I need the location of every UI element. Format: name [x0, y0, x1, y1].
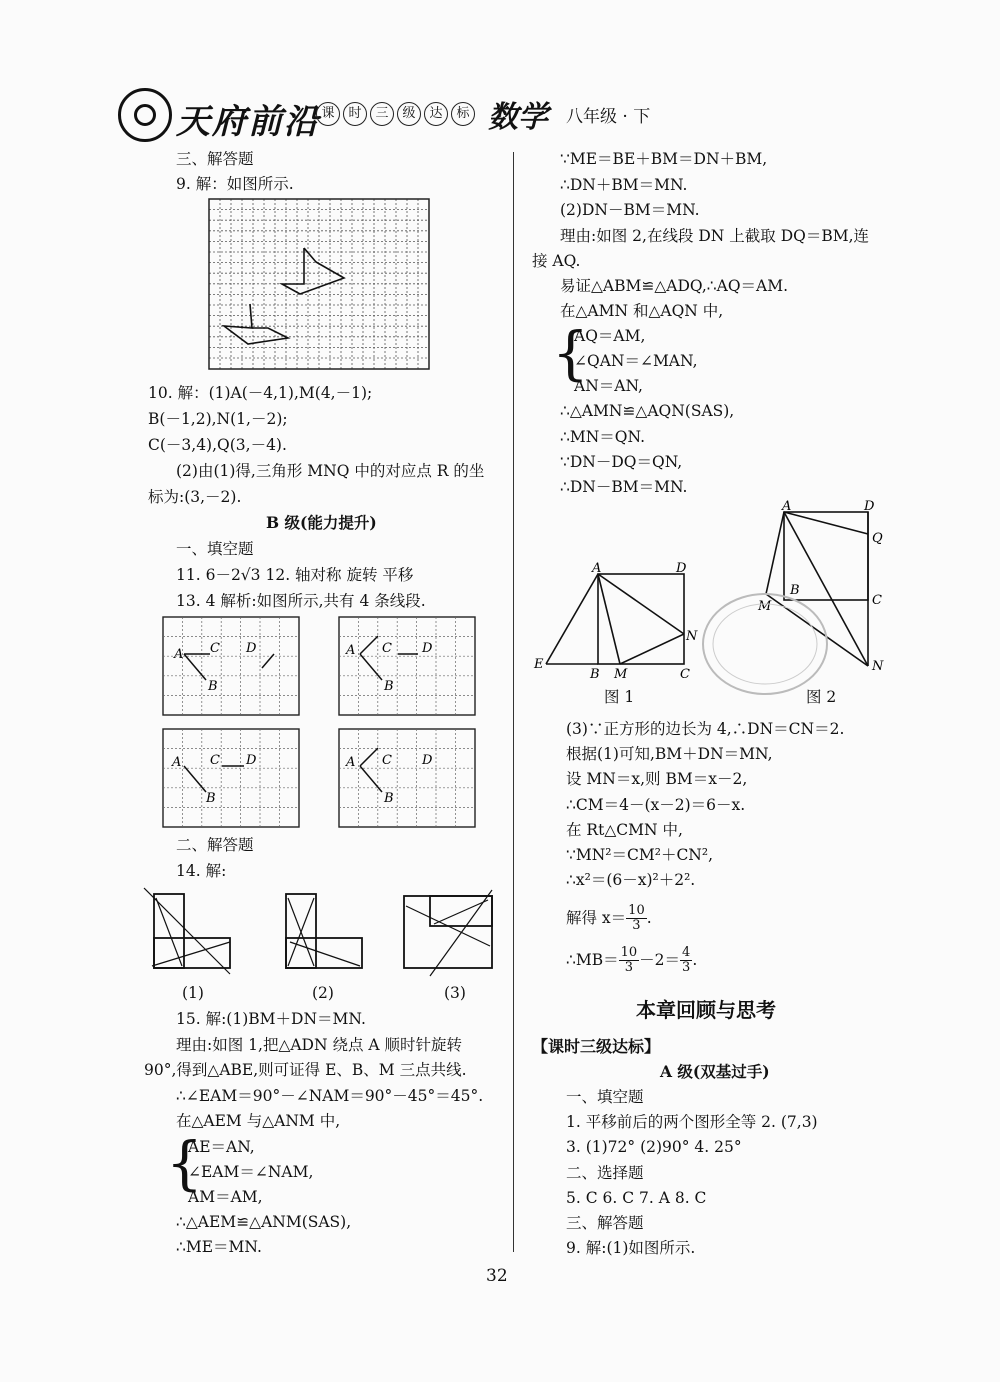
grid-figure-q13-a: [162, 616, 300, 716]
r-line-mid: －2＝: [639, 950, 681, 969]
label-a: A: [346, 755, 356, 770]
answers-3-4: 3. (1)72° (2)90° 4. 25°: [566, 1138, 742, 1156]
label-c: C: [382, 641, 392, 656]
grid-figure-q13-b: [338, 616, 476, 716]
level-b-heading: B 级(能力提升): [266, 513, 377, 532]
answer-10-line2: B(－1,2),N(1,－2);: [148, 410, 288, 428]
answer-9-review: 9. 解:(1)如图所示.: [566, 1239, 696, 1257]
r-line: ∴DN＋BM＝MN.: [560, 176, 688, 194]
r-line: ∴DN－BM＝MN.: [560, 478, 688, 496]
label-c: C: [210, 641, 220, 656]
label-b: B: [206, 791, 216, 806]
series-char: 时: [343, 102, 367, 126]
series-char: 标: [451, 102, 475, 126]
figure-caption: 图 1: [604, 688, 635, 706]
r-line-mb: [566, 946, 697, 976]
answer-15-line1: 15. 解:(1)BM＋DN＝MN.: [176, 1010, 366, 1028]
subject-title: 数学: [488, 100, 548, 135]
series-badges: [316, 102, 478, 126]
r-line: (2)DN－BM＝MN.: [560, 201, 700, 219]
label-m: M: [758, 599, 772, 614]
figure-caption: 图 2: [806, 688, 837, 706]
level-a-heading: A 级(双基过手): [660, 1062, 770, 1081]
answer-10-line4: (2)由(1)得,三角形 MNQ 中的对应点 R 的坐: [176, 462, 485, 480]
section-heading: 一、填空题: [176, 540, 254, 558]
label-a: A: [174, 647, 184, 662]
series-char: 达: [424, 102, 448, 126]
label-b: B: [384, 679, 394, 694]
grid-figure-q9: [208, 198, 430, 370]
r-cond: AN＝AN,: [574, 377, 643, 395]
r-line: 在 Rt△CMN 中,: [566, 821, 683, 839]
figure-caption: (3): [444, 984, 466, 1002]
figure-caption: (2): [312, 984, 334, 1002]
section-heading: 二、解答题: [176, 836, 254, 854]
answer-15-line3: 90°,得到△ABE,则可证得 E、B、M 三点共线.: [144, 1061, 467, 1079]
section-banner: 【课时三级达标】: [532, 1037, 661, 1056]
l-shape-figure-1: [142, 886, 236, 978]
label-c: C: [872, 593, 882, 608]
label-a: A: [592, 561, 602, 576]
r-line: ∵ME＝BE＋BM＝DN＋BM,: [560, 150, 768, 168]
brace-symbol: {: [166, 1129, 203, 1197]
answer-10-line3: C(－3,4),Q(3,－4).: [148, 436, 287, 454]
fraction-numerator: 10: [620, 945, 638, 960]
r-cond: AQ＝AM,: [574, 327, 646, 345]
r-line: 设 MN＝x,则 BM＝x－2,: [566, 770, 748, 788]
answer-15-cond2: ∠EAM＝∠NAM,: [188, 1163, 314, 1181]
answers-1-2: 1. 平移前后的两个图形全等 2. (7,3): [566, 1113, 818, 1131]
fraction: [619, 946, 640, 976]
geometry-figure-1: [530, 560, 710, 680]
label-b: B: [208, 679, 218, 694]
page-number: 32: [486, 1266, 508, 1286]
r-line-solve: [566, 904, 652, 934]
answer-13: 13. 4 解析:如图所示,共有 4 条线段.: [176, 592, 426, 610]
label-d: D: [676, 561, 687, 576]
fraction: [626, 904, 647, 934]
label-n: N: [872, 659, 884, 674]
answer-15-cond3: AM＝AM,: [188, 1188, 263, 1206]
r-line: 接 AQ.: [532, 252, 581, 270]
label-d: D: [864, 499, 875, 514]
r-line: 理由:如图 2,在线段 DN 上截取 DQ＝BM,连: [560, 227, 870, 245]
answer-14: 14. 解:: [176, 862, 227, 880]
r-line-prefix: ∴MB＝: [566, 950, 619, 969]
answer-11-12: 11. 6－2√3 12. 轴对称 旋转 平移: [176, 566, 414, 584]
section-heading: 一、填空题: [566, 1088, 644, 1106]
fraction-numerator: 10: [628, 903, 645, 918]
section-heading: 三、解答题: [176, 150, 254, 168]
fraction-denominator: 3: [682, 960, 691, 976]
answer-15-line2: 理由:如图 1,把△ADN 绕点 A 顺时针旋转: [176, 1036, 463, 1054]
answers-5-8: 5. C 6. C 7. A 8. C: [566, 1189, 707, 1207]
figure-caption: (1): [182, 984, 204, 1002]
label-e: E: [534, 657, 544, 672]
answer-10-line5: 标为:(3,－2).: [148, 488, 242, 506]
label-a: A: [346, 643, 356, 658]
brace-symbol: {: [552, 319, 589, 387]
grid-figure-q13-c: [162, 728, 300, 828]
l-shape-figure-3: [400, 886, 500, 978]
label-a: A: [782, 499, 792, 514]
l-shape-figure-2: [280, 886, 366, 978]
fraction: [680, 946, 692, 976]
r-line: ∴x²＝(6－x)²＋2².: [566, 871, 696, 889]
r-line: ∵MN²＝CM²＋CN²,: [566, 846, 714, 864]
label-b: B: [384, 791, 394, 806]
label-n: N: [686, 629, 698, 644]
series-char: 三: [370, 102, 394, 126]
fraction-numerator: 4: [682, 945, 691, 960]
target-logo-icon: [118, 88, 172, 142]
label-d: D: [422, 753, 433, 768]
period: .: [646, 908, 652, 927]
column-divider: [513, 152, 514, 1252]
r-line: ∴CM＝4－(x－2)＝6－x.: [566, 796, 746, 814]
label-q: Q: [872, 531, 883, 546]
watermark-stamp-icon: [700, 588, 830, 700]
label-m: M: [614, 667, 628, 680]
period: .: [692, 950, 698, 969]
label-a: A: [172, 755, 182, 770]
label-d: D: [246, 641, 257, 656]
section-heading: 三、解答题: [566, 1214, 644, 1232]
label-c: C: [210, 753, 220, 768]
label-c: C: [680, 667, 690, 680]
answer-15-line7: ∴ME＝MN.: [176, 1238, 262, 1256]
label-c: C: [382, 753, 392, 768]
series-char: 级: [397, 102, 421, 126]
brand-title: 天府前沿: [176, 102, 320, 142]
label-d: D: [422, 641, 433, 656]
fraction-denominator: 3: [632, 918, 641, 934]
label-b: B: [590, 667, 600, 680]
answer-15-cond1: AE＝AN,: [188, 1138, 255, 1156]
r-line: ∴MN＝QN.: [560, 428, 646, 446]
r-line-prefix: 解得 x＝: [566, 908, 627, 927]
fraction-denominator: 3: [624, 960, 634, 976]
label-d: D: [246, 753, 257, 768]
answer-9: 9. 解：如图所示.: [176, 175, 294, 193]
chapter-review-heading: 本章回顾与思考: [636, 998, 776, 1022]
grade-label: 八年级 · 下: [566, 107, 651, 127]
series-char: 课: [316, 102, 340, 126]
section-heading: 二、选择题: [566, 1164, 644, 1182]
page-header: [118, 84, 698, 144]
r-line: 易证△ABM≌△ADQ,∴AQ＝AM.: [560, 277, 789, 295]
r-line: 在△AMN 和△AQN 中,: [560, 302, 724, 320]
r-line: ∵DN－DQ＝QN,: [560, 453, 683, 471]
r-line: ∴△AMN≌△AQN(SAS),: [560, 402, 735, 420]
answer-15-line5: 在△AEM 与△ANM 中,: [176, 1112, 341, 1130]
label-b: B: [790, 583, 800, 598]
answer-15-line4: ∴∠EAM＝90°－∠NAM＝90°－45°＝45°.: [176, 1087, 484, 1105]
answer-10-line1: 10. 解：(1)A(－4,1),M(4,－1);: [148, 384, 373, 402]
answer-15-line6: ∴△AEM≌△ANM(SAS),: [176, 1213, 352, 1231]
r-line: 根据(1)可知,BM＋DN＝MN,: [566, 745, 773, 763]
grid-figure-q13-d: [338, 728, 476, 828]
r-line: (3)∵正方形的边长为 4,∴DN＝CN＝2.: [566, 720, 845, 738]
r-cond: ∠QAN＝∠MAN,: [574, 352, 698, 370]
